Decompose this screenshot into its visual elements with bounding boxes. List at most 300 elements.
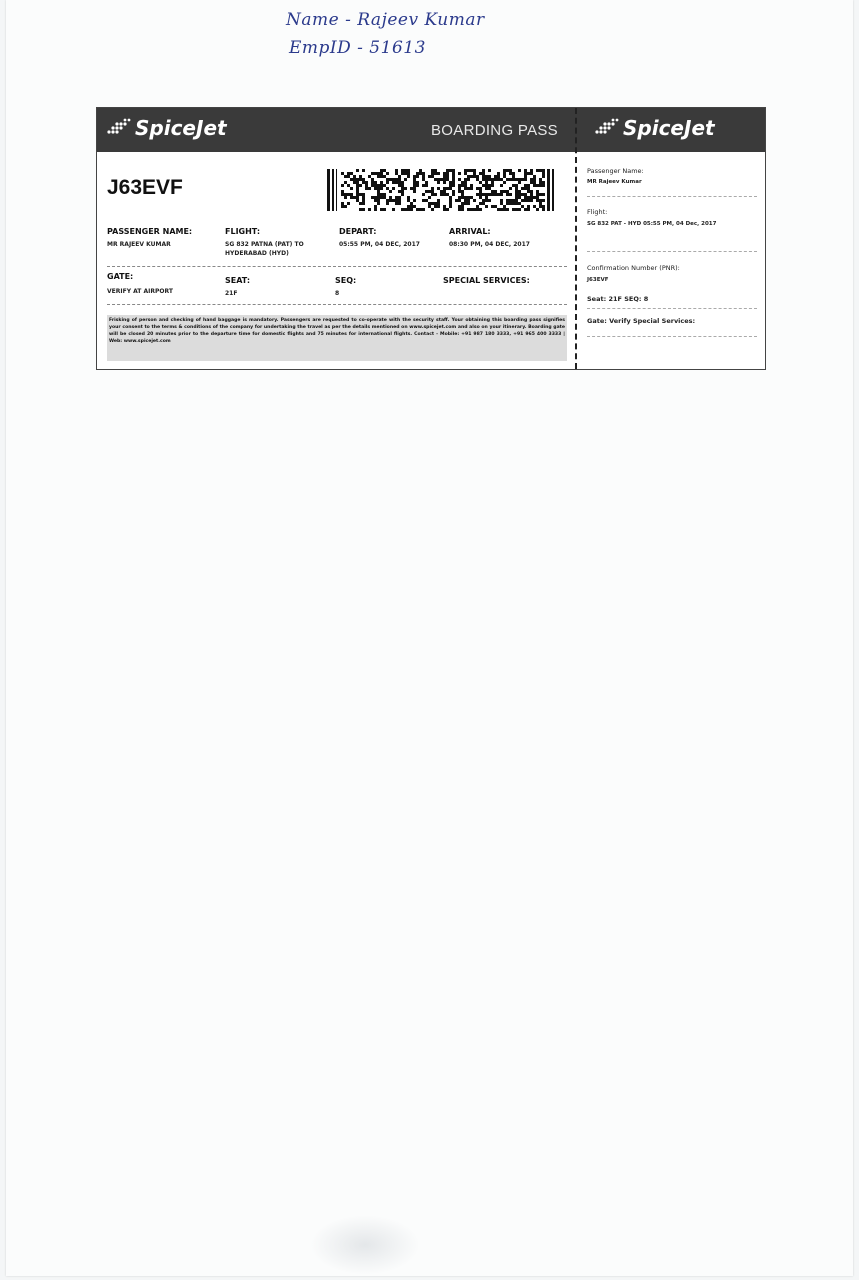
barcode-module — [476, 193, 479, 196]
gate-label: GATE: — [107, 272, 134, 281]
barcode-module — [509, 199, 512, 202]
barcode-module — [434, 169, 437, 172]
barcode-module — [377, 196, 380, 199]
barcode-module — [410, 208, 413, 211]
barcode-module — [443, 208, 446, 211]
barcode-module — [503, 169, 506, 172]
barcode-module — [536, 169, 539, 172]
barcode-module — [410, 205, 413, 208]
barcode-module — [533, 196, 536, 199]
barcode-module — [491, 190, 494, 193]
barcode-module — [506, 178, 509, 181]
barcode-module — [413, 184, 416, 187]
barcode-module — [509, 178, 512, 181]
barcode-module — [542, 175, 545, 178]
barcode-module — [347, 184, 350, 187]
barcode-module — [422, 208, 425, 211]
barcode-module — [452, 190, 455, 193]
barcode-module — [395, 202, 398, 205]
barcode-module — [467, 187, 470, 190]
barcode-module — [407, 175, 410, 178]
barcode-module — [464, 172, 467, 175]
barcode-module — [398, 181, 401, 184]
barcode-module — [401, 169, 404, 172]
barcode-module — [461, 196, 464, 199]
barcode-module — [362, 193, 365, 196]
spice-dots-icon — [105, 118, 131, 138]
barcode-module — [449, 181, 452, 184]
barcode-module — [371, 196, 374, 199]
barcode-module — [527, 172, 530, 175]
barcode-module — [482, 175, 485, 178]
barcode-module — [401, 181, 404, 184]
barcode-module — [431, 172, 434, 175]
barcode-module — [398, 202, 401, 205]
barcode-module — [389, 196, 392, 199]
barcode-module — [425, 199, 428, 202]
barcode-module — [380, 196, 383, 199]
barcode-module — [482, 172, 485, 175]
barcode-module — [416, 172, 419, 175]
barcode-module — [527, 199, 530, 202]
barcode-module — [497, 193, 500, 196]
barcode-module — [458, 184, 461, 187]
handwritten-emp-id: EmpID - 51613 — [289, 38, 426, 58]
barcode-module — [458, 187, 461, 190]
passenger-value: MR RAJEEV KUMAR — [107, 241, 171, 248]
barcode-module — [443, 175, 446, 178]
barcode-module — [482, 178, 485, 181]
barcode-module — [380, 208, 383, 211]
barcode-module — [452, 181, 455, 184]
depart-label: DEPART: — [339, 227, 377, 236]
barcode-module — [419, 172, 422, 175]
barcode-module — [518, 202, 521, 205]
barcode-module — [533, 178, 536, 181]
barcode-module — [506, 208, 509, 211]
barcode-module — [527, 187, 530, 190]
barcode-module — [518, 190, 521, 193]
barcode-module — [449, 184, 452, 187]
barcode-module — [377, 184, 380, 187]
barcode-module — [524, 199, 527, 202]
barcode-module — [464, 181, 467, 184]
barcode-module — [452, 172, 455, 175]
scan-smudge — [310, 1215, 420, 1275]
barcode-module — [476, 187, 479, 190]
barcode-module — [422, 184, 425, 187]
barcode-module — [464, 178, 467, 181]
barcode-module — [458, 199, 461, 202]
barcode-module — [347, 175, 350, 178]
barcode-module — [491, 184, 494, 187]
barcode-module — [407, 208, 410, 211]
barcode-module — [497, 178, 500, 181]
barcode-module — [443, 178, 446, 181]
barcode-module — [452, 184, 455, 187]
barcode-module — [542, 172, 545, 175]
barcode-module — [485, 199, 488, 202]
barcode-module — [521, 205, 524, 208]
barcode-module — [533, 205, 536, 208]
barcode-module — [527, 184, 530, 187]
barcode-module — [452, 193, 455, 196]
barcode-module — [536, 196, 539, 199]
barcode-module — [350, 193, 353, 196]
stub-passenger-label: Passenger Name: — [587, 167, 644, 175]
barcode-module — [425, 190, 428, 193]
divider-line — [107, 266, 567, 267]
barcode-module — [515, 193, 518, 196]
barcode-module — [491, 178, 494, 181]
barcode-module — [374, 205, 377, 208]
barcode-module — [446, 172, 449, 175]
barcode-module — [458, 208, 461, 211]
barcode-module — [518, 196, 521, 199]
barcode-module — [497, 208, 500, 211]
barcode-module — [380, 187, 383, 190]
boarding-pass-title: BOARDING PASS — [431, 122, 558, 139]
barcode-module — [395, 181, 398, 184]
barcode-module — [359, 178, 362, 181]
barcode-module — [467, 208, 470, 211]
barcode-module — [470, 196, 473, 199]
barcode-module — [359, 202, 362, 205]
spicejet-logo — [105, 116, 227, 140]
barcode-module — [446, 178, 449, 181]
stub-gate-special: Gate: Verify Special Services: — [587, 317, 696, 325]
barcode-module — [521, 193, 524, 196]
barcode-module — [440, 178, 443, 181]
barcode-module — [530, 196, 533, 199]
barcode-module — [479, 181, 482, 184]
barcode-module — [533, 181, 536, 184]
barcode-module — [377, 193, 380, 196]
barcode-module — [413, 190, 416, 193]
barcode-module — [494, 190, 497, 193]
barcode-module — [518, 193, 521, 196]
barcode-module — [398, 175, 401, 178]
barcode-module — [449, 205, 452, 208]
barcode-module — [479, 202, 482, 205]
barcode-module — [434, 172, 437, 175]
barcode-module — [404, 208, 407, 211]
barcode-module — [524, 172, 527, 175]
barcode-module — [407, 172, 410, 175]
barcode-module — [524, 184, 527, 187]
barcode-module — [506, 193, 509, 196]
barcode-module — [401, 193, 404, 196]
barcode-module — [356, 169, 359, 172]
barcode-module — [539, 205, 542, 208]
barcode-module — [374, 199, 377, 202]
barcode-module — [512, 178, 515, 181]
barcode-module — [512, 175, 515, 178]
barcode-module — [407, 169, 410, 172]
barcode-module — [371, 184, 374, 187]
barcode-module — [353, 175, 356, 178]
barcode-module — [449, 202, 452, 205]
barcode-module — [356, 190, 359, 193]
barcode-module — [368, 187, 371, 190]
barcode-module — [371, 178, 374, 181]
barcode-module — [503, 190, 506, 193]
barcode-module — [368, 175, 371, 178]
barcode-module — [473, 175, 476, 178]
barcode-module — [530, 181, 533, 184]
barcode-module — [488, 199, 491, 202]
barcode-module — [386, 199, 389, 202]
barcode-module — [443, 205, 446, 208]
barcode-bar — [332, 169, 334, 211]
barcode-module — [347, 172, 350, 175]
barcode-module — [395, 172, 398, 175]
barcode-module — [365, 187, 368, 190]
brand-name: SpiceJet — [135, 116, 227, 140]
barcode-module — [536, 190, 539, 193]
barcode-module — [488, 175, 491, 178]
barcode-module — [461, 184, 464, 187]
barcode-module — [446, 187, 449, 190]
barcode-module — [515, 199, 518, 202]
barcode-module — [479, 190, 482, 193]
barcode-module — [494, 193, 497, 196]
barcode-module — [536, 208, 539, 211]
barcode-module — [386, 202, 389, 205]
barcode-module — [401, 208, 404, 211]
barcode-module — [398, 184, 401, 187]
tear-line — [575, 108, 577, 369]
passenger-label: PASSENGER NAME: — [107, 227, 193, 236]
barcode-module — [392, 178, 395, 181]
barcode-module — [383, 175, 386, 178]
barcode-module — [518, 208, 521, 211]
barcode-module — [410, 202, 413, 205]
barcode-module — [530, 190, 533, 193]
barcode-module — [482, 199, 485, 202]
barcode-module — [482, 184, 485, 187]
barcode-module — [344, 193, 347, 196]
barcode-module — [368, 208, 371, 211]
barcode-module — [359, 184, 362, 187]
barcode-module — [380, 193, 383, 196]
barcode-module — [356, 193, 359, 196]
barcode-module — [479, 208, 482, 211]
barcode-module — [482, 193, 485, 196]
barcode-module — [398, 199, 401, 202]
barcode-module — [413, 187, 416, 190]
barcode-module — [362, 196, 365, 199]
barcode-module — [392, 199, 395, 202]
seq-label: SEQ: — [335, 276, 357, 285]
barcode-module — [374, 181, 377, 184]
barcode-module — [518, 169, 521, 172]
barcode-module — [488, 187, 491, 190]
barcode-module — [374, 172, 377, 175]
barcode-module — [392, 187, 395, 190]
barcode-module — [536, 184, 539, 187]
barcode-module — [344, 196, 347, 199]
barcode-module — [419, 208, 422, 211]
barcode-module — [527, 190, 530, 193]
barcode-module — [473, 199, 476, 202]
barcode-module — [374, 196, 377, 199]
barcode-module — [524, 187, 527, 190]
barcode-module — [458, 172, 461, 175]
barcode-module — [362, 169, 365, 172]
barcode-module — [374, 187, 377, 190]
barcode-module — [524, 169, 527, 172]
barcode-module — [434, 193, 437, 196]
barcode-module — [485, 181, 488, 184]
barcode-module — [359, 193, 362, 196]
barcode-module — [446, 193, 449, 196]
barcode-module — [365, 181, 368, 184]
barcode-module — [470, 175, 473, 178]
barcode-module — [443, 172, 446, 175]
barcode-module — [428, 175, 431, 178]
barcode-module — [341, 172, 344, 175]
barcode-module — [542, 184, 545, 187]
barcode-module — [377, 175, 380, 178]
barcode-module — [491, 205, 494, 208]
barcode-module — [383, 184, 386, 187]
barcode-module — [512, 184, 515, 187]
pnr-code: J63EVF — [107, 176, 183, 199]
barcode-module — [425, 184, 428, 187]
barcode-bar — [327, 169, 330, 211]
barcode-module — [461, 181, 464, 184]
barcode-module — [452, 178, 455, 181]
barcode-module — [467, 169, 470, 172]
barcode-module — [461, 202, 464, 205]
barcode-module — [380, 169, 383, 172]
barcode-module — [467, 196, 470, 199]
stub-divider — [587, 336, 757, 337]
barcode-module — [482, 202, 485, 205]
barcode-module — [479, 196, 482, 199]
barcode-module — [539, 193, 542, 196]
barcode-module — [431, 202, 434, 205]
barcode-module — [416, 184, 419, 187]
barcode-module — [431, 175, 434, 178]
barcode-module — [530, 193, 533, 196]
barcode-module — [506, 190, 509, 193]
barcode-module — [527, 208, 530, 211]
barcode-module — [500, 208, 503, 211]
barcode-module — [485, 187, 488, 190]
barcode-module — [431, 190, 434, 193]
barcode-module — [383, 193, 386, 196]
barcode-module — [344, 181, 347, 184]
gate-value: VERIFY AT AIRPORT — [107, 288, 173, 295]
barcode-module — [416, 175, 419, 178]
barcode-module — [494, 205, 497, 208]
barcode-module — [386, 187, 389, 190]
barcode-module — [458, 205, 461, 208]
barcode-module — [413, 199, 416, 202]
barcode-module — [539, 169, 542, 172]
barcode-module — [413, 205, 416, 208]
seat-value: 21F — [225, 290, 238, 297]
barcode-module — [407, 205, 410, 208]
barcode-module — [455, 199, 458, 202]
stub-seat-seq: Seat: 21F SEQ: 8 — [587, 295, 649, 303]
barcode-module — [437, 181, 440, 184]
barcode-module — [347, 193, 350, 196]
barcode-module — [386, 181, 389, 184]
barcode-module — [437, 178, 440, 181]
barcode-module — [362, 178, 365, 181]
barcode-module — [347, 202, 350, 205]
barcode-module — [446, 208, 449, 211]
pass-header — [97, 108, 765, 152]
barcode-module — [398, 196, 401, 199]
barcode-module — [485, 193, 488, 196]
seat-label: SEAT: — [225, 276, 251, 285]
barcode-module — [476, 208, 479, 211]
barcode-module — [512, 208, 515, 211]
barcode-module — [446, 175, 449, 178]
barcode-module — [500, 199, 503, 202]
barcode-module — [422, 175, 425, 178]
barcode-module — [542, 181, 545, 184]
barcode-module — [464, 202, 467, 205]
barcode-module — [356, 184, 359, 187]
barcode-module — [359, 208, 362, 211]
stub-divider — [587, 308, 757, 309]
barcode-module — [371, 181, 374, 184]
barcode-module — [542, 169, 545, 172]
stub-divider — [587, 251, 757, 252]
barcode-module — [509, 169, 512, 172]
barcode-module — [362, 181, 365, 184]
barcode-bar — [336, 169, 337, 211]
barcode-module — [419, 169, 422, 172]
barcode-module — [503, 181, 506, 184]
barcode-module — [365, 184, 368, 187]
barcode-module — [371, 172, 374, 175]
barcode-module — [470, 169, 473, 172]
barcode-module — [359, 175, 362, 178]
barcode-module — [416, 181, 419, 184]
barcode-module — [413, 175, 416, 178]
barcode-module — [524, 193, 527, 196]
barcode-module — [461, 193, 464, 196]
barcode-module — [425, 181, 428, 184]
barcode-module — [353, 178, 356, 181]
barcode-bar — [547, 169, 550, 211]
barcode-module — [362, 202, 365, 205]
barcode-module — [401, 184, 404, 187]
barcode-module — [476, 205, 479, 208]
barcode-module — [503, 208, 506, 211]
barcode-module — [383, 169, 386, 172]
barcode-module — [401, 172, 404, 175]
barcode-module — [380, 175, 383, 178]
barcode-module — [518, 181, 521, 184]
barcode-module — [542, 193, 545, 196]
barcode-module — [512, 199, 515, 202]
barcode-module — [503, 205, 506, 208]
barcode-module — [389, 178, 392, 181]
barcode-module — [530, 169, 533, 172]
barcode-module — [380, 172, 383, 175]
barcode-module — [509, 193, 512, 196]
barcode-module — [377, 187, 380, 190]
barcode-module — [383, 208, 386, 211]
barcode-module — [443, 190, 446, 193]
